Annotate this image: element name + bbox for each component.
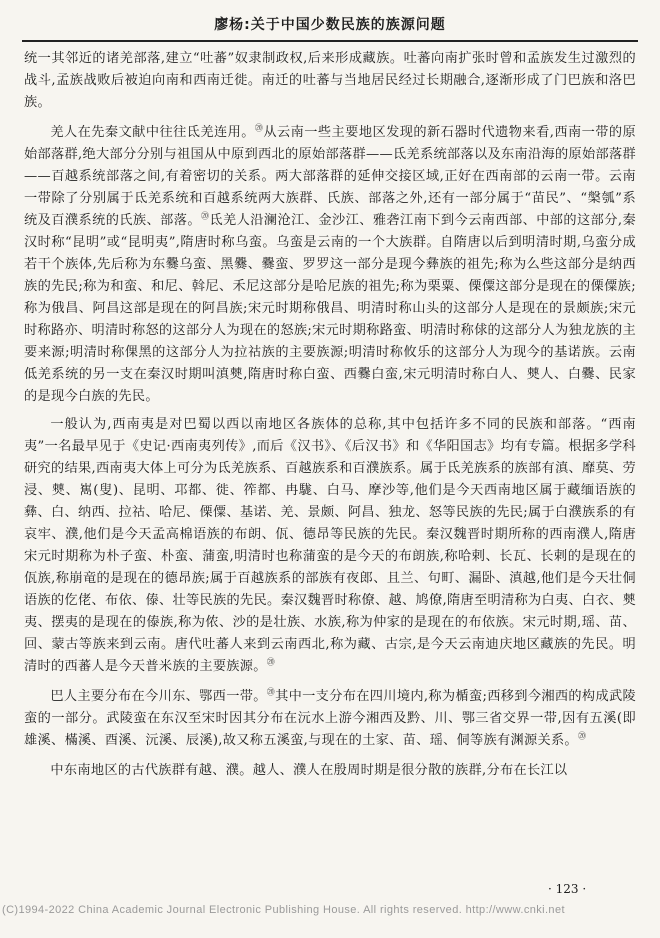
paragraph-4: 巴人主要分布在今川东、鄂西一带。⑳其中一支分布在四川境内,称为楯蛮;西移到今湘西的构成武陵蛮的一部分。武陵蛮在东汉至宋时因其分布在沅水上游今湘西及黔、川、鄂三省交界一带,因有五溪(即雄溪、樠溪、酉溪、沅溪、辰溪),故又称五溪蛮,与现在的土家、苗、瑶、侗等族有渊源关系。⑳ <box>24 687 636 748</box>
paragraph-2: 羌人在先秦文献中往往氐羌连用。⑳从云南一些主要地区发现的新石器时代遗物来看,西南一带的原始部落群,绝大部分分别与祖国从中原到西北的原始部落群——氐羌系统部落以及东南沿海的原始部落群——百越系统部落之间,有着密切的关系。两大部落群的延伸交接区域,正好在西南部的云南一带。云南一带除了分别属于氐羌系统和百越系统两大族群、氏族、部落之外,还有一部分属于“苗民”、“槃瓠”系统及百濮系统的氏族、部落。⑳氐羌人沿澜沧江、金沙江、雅砻江南下到今云南西部、中部的这部分,秦汉时称“昆明”或“昆明夷”,隋唐时称乌蛮。乌蛮是云南的一个大族群。自隋唐以后到明清时期,乌蛮分成若干个族体,先后称为东爨乌蛮、黑爨、爨蛮、罗罗这一部分是现今彝族的祖先;称为么些这部分是纳西族的先民;称为和蛮、和尼、斡尼、禾尼这部分是哈尼族的祖先;称为栗粟、傈僳这部分是现在的傈僳族;称为俄昌、阿昌这部是现在的阿昌族;宋元时期称俄昌、明清时称山头的这部分人是现在的景颇族;宋元时称路亦、明清时称怒的这部分人为现在的怒族;宋元时期称路蛮、明清时称俅的这部分人为独龙族的主要来源;明清时称倮黑的这部分人为拉祜族的主要族源;明清时称攸乐的这部分人为现今的基诺族。云南低羌系统的另一支在秦汉时期叫滇僰,隋唐时称白蛮、西爨白蛮,宋元明清时称白人、僰人、白爨、民家的是现今白族的先民。 <box>24 123 637 404</box>
page-number: · 123 · <box>548 882 587 896</box>
footnote-marker: ⑳ <box>254 123 264 133</box>
footnote-marker: ⑳ <box>266 657 276 667</box>
article-body <box>24 48 636 788</box>
header-rule <box>22 40 638 42</box>
paragraph-3: 一般认为,西南夷是对巴蜀以西以南地区各族体的总称,其中包括许多不同的民族和部落。“西南夷”一名最早见于《史记·西南夷列传》,而后《汉书》、《后汉书》和《华阳国志》均有专篇。根据多学科研究的结果,西南夷大体上可分为氐羌族系、百越族系和百濮族系。属于氐羌族系的族部有滇、靡莫、劳浸、僰、嶲(叟)、昆明、邛都、徙、筰都、冉駹、白马、摩沙等,他们是今天西南地区属于藏缅语族的彝、白、纳西、拉祜、哈尼、傈僳、基诺、羌、景颇、阿昌、独龙、怒等民族的先民;属于白濮族系的有哀牢、濮,他们是今天孟高棉语族的布朗、佤、德昂等民族的先民。秦汉魏晋时期所称的西南濮人,隋唐宋元时期称为朴子蛮、朴蛮、蒲蛮,明清时也称蒲蛮的是今天的布朗族,称哈剌、长瓦、长剌的是现在的佤族,称崩竜的是现在的德昂族;属于百越族系的部族有夜郎、且兰、句町、漏卧、滇越,他们是今天壮侗语族的仡佬、布依、傣、壮等民族的先民。秦汉魏晋时称僚、越、鸠僚,隋唐至明清称为白夷、白衣、僰夷、摆夷的是现在的傣族,称为侬、沙的是壮族、水族,称为仲家的是现在的布依族。宋元时期,瑶、苗、回、蒙古等族来到云南。唐代吐蕃人来到云南西北,称为藏、古宗,是今天云南迪庆地区藏族的先民。明清时的西蕃人是今天普米族的主要族源。⑳ <box>24 417 636 674</box>
footnote-marker: ⑳ <box>266 687 276 697</box>
footnote-marker: ⑳ <box>577 731 587 741</box>
paragraph-1: 统一其邻近的诸羌部落,建立“吐蕃”奴隶制政权,后来形成藏族。吐蕃向南扩张时曾和孟族发生过激烈的战斗,孟族战败后被迫向南和西南迁徙。南迁的吐蕃与当地居民经过长期融合,逐渐形成了门巴族和洛巴族。 <box>24 51 636 110</box>
paragraph-5: 中东南地区的古代族群有越、濮。越人、濮人在殷周时期是很分散的族群,分布在长江以 <box>50 763 568 778</box>
copyright-footer: (C)1994-2022 China Academic Journal Electronic Publishing House. All rights reserved. http://www.cnki.net <box>2 904 565 916</box>
running-header: 廖杨:关于中国少数民族的族源问题 <box>214 17 446 33</box>
footnote-marker: ⑳ <box>201 211 210 221</box>
